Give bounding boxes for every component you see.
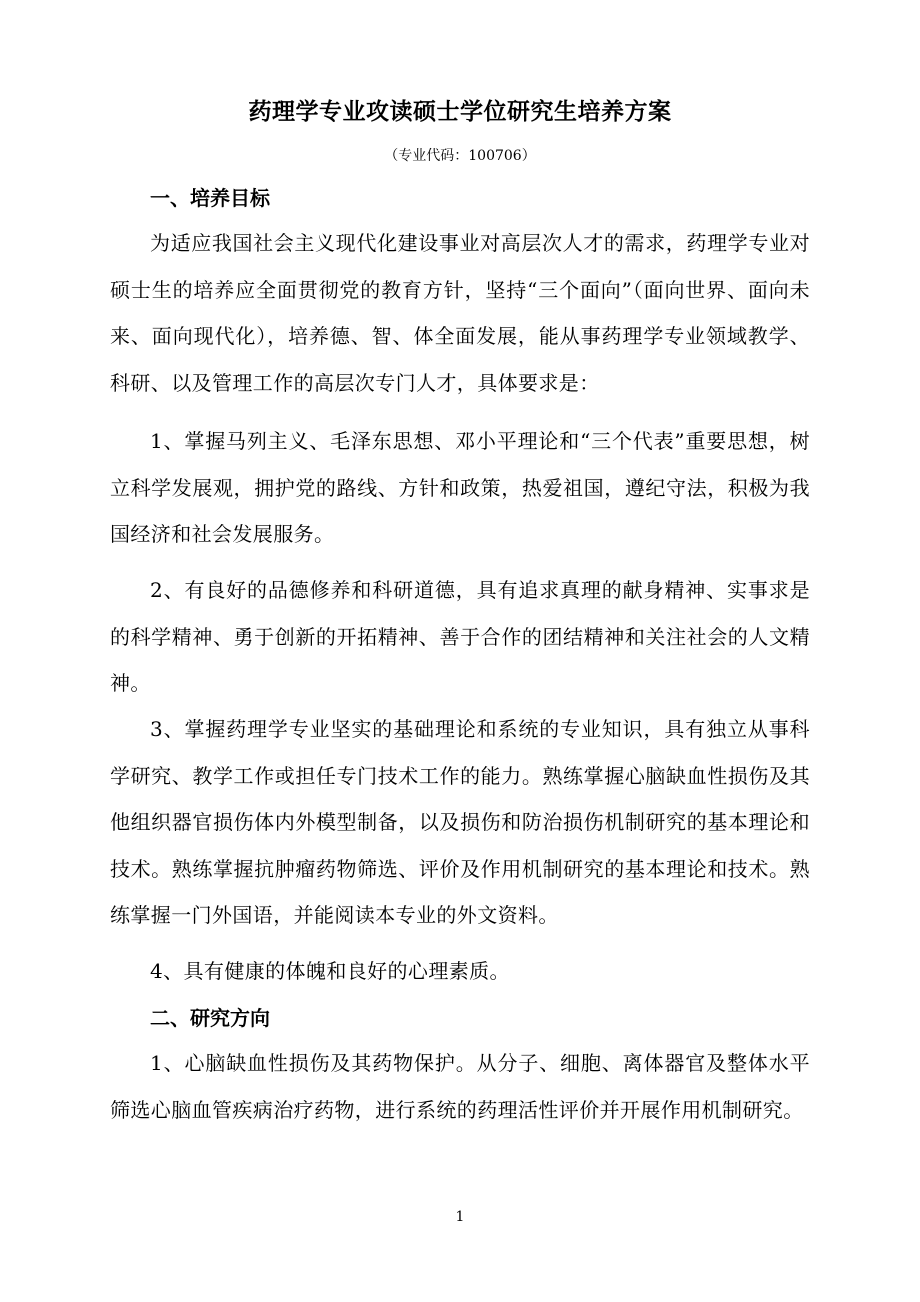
goals-item-1: 1、掌握马列主义、毛泽东思想、邓小平理论和“三个代表”重要思想，树立科学发展观，拥护党的路线、方针和政策，热爱祖国，遵纪守法，积极为我国经济和社会发展服务。	[110, 429, 810, 546]
page-number: 1	[455, 1209, 465, 1225]
goals-item-2: 2、有良好的品德修养和科研道德，具有追求真理的献身精神、实事求是的科学精神、勇于创新的开拓精神、善于合作的团结精神和关注社会的人文精神。	[110, 578, 810, 695]
research-item-1: 1、心脑缺血性损伤及其药物保护。从分子、细胞、离体器官及整体水平筛选心脑血管疾病治疗药物，进行系统的药理活性评价并开展作用机制研究。	[110, 1051, 810, 1122]
goals-item-4: 4、具有健康的体魄和良好的心理素质。	[150, 959, 510, 983]
goals-item-3: 3、掌握药理学专业坚实的基础理论和系统的专业知识，具有独立从事科学研究、教学工作或担任专门技术工作的能力。熟练掌握心脑缺血性损伤及其他组织器官损伤体内外模型制备，以及损伤和防治损伤机制研究的基本理论和技术。熟练掌握抗肿瘤药物筛选、评价及作用机制研究的基本理论和技术。熟练掌握一门外国语，并能阅读本专业的外文资料。	[110, 717, 810, 927]
section-heading-research: 二、研究方向	[150, 1006, 270, 1030]
major-code: （专业代码：100706）	[384, 148, 536, 164]
goals-intro-paragraph: 为适应我国社会主义现代化建设事业对高层次人才的需求，药理学专业对硕士生的培养应全面贯彻党的教育方针，坚持“三个面向”（面向世界、面向未来、面向现代化），培养德、智、体全面发展，能从事药理学专业领域教学、科研、以及管理工作的高层次专门人才，具体要求是：	[110, 231, 810, 395]
section-heading-goals: 一、培养目标	[150, 186, 270, 210]
document-title: 药理学专业攻读硕士学位研究生培养方案	[248, 98, 672, 125]
